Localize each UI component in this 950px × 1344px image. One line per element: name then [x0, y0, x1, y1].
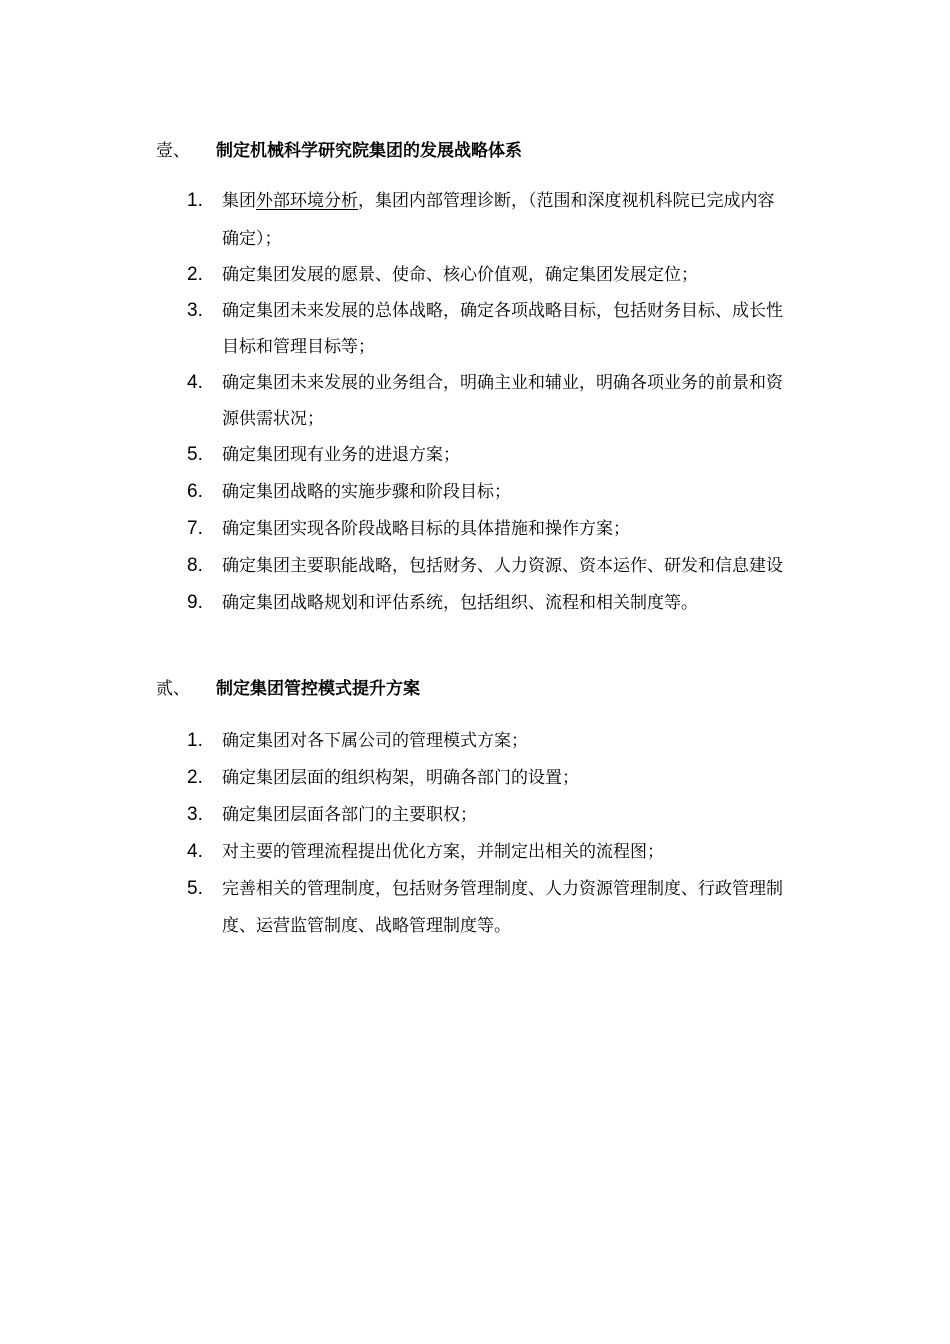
- item-number: 5.: [187, 878, 203, 899]
- item-number: 1.: [187, 730, 203, 751]
- item-number: 1.: [187, 190, 203, 211]
- item-text-line-1: 确定集团主要职能战略，包括财务、人力资源、资本运作、研发和信息建设: [222, 556, 783, 576]
- section-1-heading: [0, 137, 950, 165]
- item-text-line-2: 目标和管理目标等；: [222, 337, 375, 357]
- section-2-number: 贰、: [156, 679, 190, 699]
- item-number: 6.: [187, 481, 203, 502]
- item-text-line-1: 确定集团对各下属公司的管理模式方案；: [222, 731, 528, 751]
- item-text-line-2: 源供需状况；: [222, 409, 324, 429]
- item-number: 5.: [187, 444, 203, 465]
- item-number: 8.: [187, 555, 203, 576]
- section-1-number: 壹、: [156, 141, 190, 161]
- item-number: 2.: [187, 767, 203, 788]
- item-text-line-1: 确定集团未来发展的业务组合，明确主业和辅业，明确各项业务的前景和资: [222, 373, 783, 393]
- item-number: 3.: [187, 804, 203, 825]
- item-text-line-1: 确定集团发展的愿景、使命、核心价值观，确定集团发展定位；: [222, 265, 698, 285]
- item-text-line-1: 对主要的管理流程提出优化方案，并制定出相关的流程图；: [222, 842, 664, 862]
- item-number: 4.: [187, 841, 203, 862]
- section-2-title: 制定集团管控模式提升方案: [216, 679, 420, 699]
- item-text-line-1: 确定集团战略规划和评估系统，包括组织、流程和相关制度等。: [222, 593, 698, 613]
- item-text-line-1: 确定集团未来发展的总体战略，确定各项战略目标，包括财务目标、成长性: [222, 301, 783, 321]
- item-number: 3.: [187, 300, 203, 321]
- item-text-line-2: 确定）；: [222, 229, 282, 249]
- section-2-heading: [0, 675, 950, 703]
- item-text-line-2: 度、运营监管制度、战略管理制度等。: [222, 916, 511, 936]
- item-text-line-1: 确定集团层面的组织构架，明确各部门的设置；: [222, 768, 579, 788]
- item-number: 4.: [187, 372, 203, 393]
- item-text-line-1: 确定集团战略的实施步骤和阶段目标；: [222, 482, 511, 502]
- item-text-line-1: 确定集团现有业务的进退方案；: [222, 445, 460, 465]
- underlined-text: 外部环境分析: [256, 191, 358, 211]
- item-number: 7.: [187, 518, 203, 539]
- item-number: 2.: [187, 264, 203, 285]
- item-text-line-1: [222, 183, 775, 219]
- item-text-segment: ，集团内部管理诊断，（范围和深度视机科院已完成内容: [358, 191, 775, 211]
- item-text-line-1: 确定集团层面各部门的主要职权；: [222, 805, 477, 825]
- item-text-segment: 集团: [222, 191, 256, 211]
- item-text-line-1: 完善相关的管理制度，包括财务管理制度、人力资源管理制度、行政管理制: [222, 879, 783, 899]
- section-1-title: 制定机械科学研究院集团的发展战略体系: [216, 141, 522, 161]
- item-text-line-1: 确定集团实现各阶段战略目标的具体措施和操作方案；: [222, 519, 630, 539]
- item-number: 9.: [187, 592, 203, 613]
